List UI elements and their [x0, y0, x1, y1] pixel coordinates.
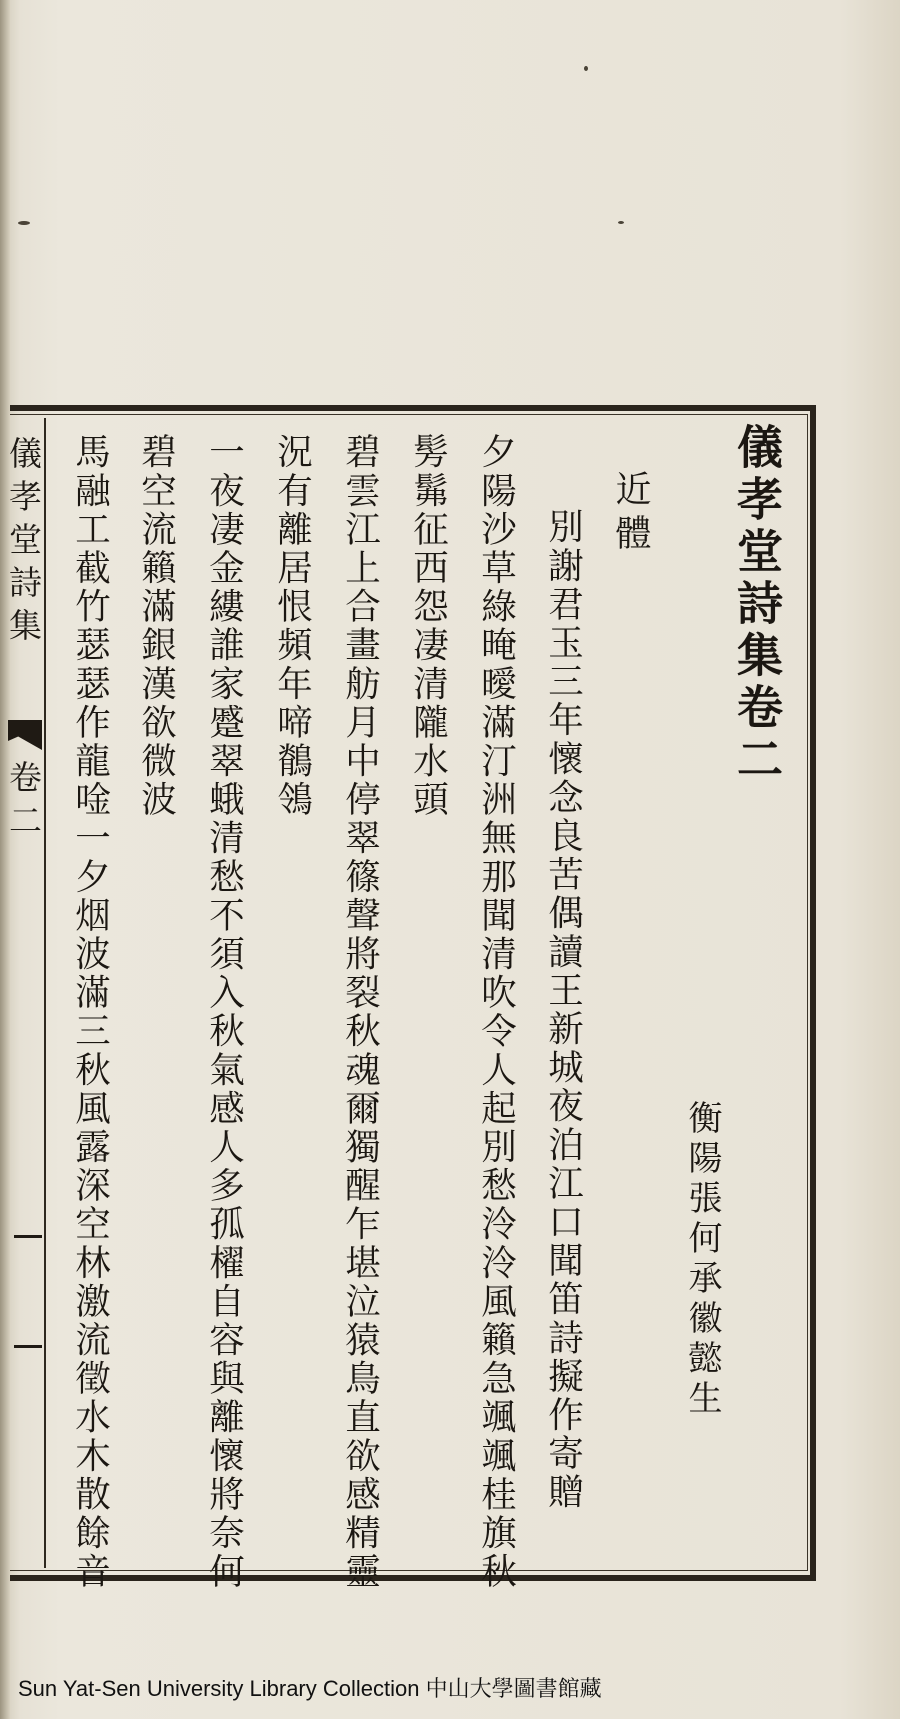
genre-heading: 近體 [610, 470, 651, 558]
book-title: 儀孝堂詩集卷二 [730, 423, 784, 787]
paper-speck [18, 221, 30, 225]
margin-volume-label: 卷二 [4, 760, 43, 846]
binding-shadow [0, 0, 10, 1719]
poem-line: 況有離居恨頻年啼鶺鴒 [271, 433, 313, 819]
poem-line: 一夜凄金縷誰家蹙翠蛾清愁不須入秋氣感人多孤櫂自容與離懷將奈何 [203, 433, 245, 1591]
poem-line: 馬融工截竹瑟瑟作龍唫一夕烟波滿三秋風露深空林激流徵水木散餘音 [69, 433, 111, 1591]
paper-speck [584, 66, 588, 71]
poem-title: 別謝君玉三年懷念良苦偶讀王新城夜泊江口聞笛詩擬作寄贈 [542, 508, 584, 1512]
poem-line: 碧雲江上合畫舫月中停翠篠聲將裂秋魂爾獨醒乍堪泣猿鳥直欲感精靈 [339, 433, 381, 1591]
leaf-number-rule [14, 1345, 42, 1348]
leaf-number-rule [14, 1235, 42, 1238]
poem-line: 髣髴征西怨凄清隴水頭 [407, 433, 449, 819]
paper-speck [618, 221, 624, 224]
library-credit: Sun Yat-Sen University Library Collection 中山大學圖書館藏 [18, 1676, 602, 1701]
author-line: 衡陽張何承徽懿生 [682, 1100, 722, 1420]
poem-line: 夕陽沙草綠晻曖滿汀洲無那聞清吹令人起別愁泠泠風籟急颯颯桂旗秋 [475, 433, 517, 1591]
poem-line: 碧空流籟滿銀漢欲微波 [135, 433, 177, 819]
margin-book-title: 儀孝堂詩集 [4, 436, 43, 651]
